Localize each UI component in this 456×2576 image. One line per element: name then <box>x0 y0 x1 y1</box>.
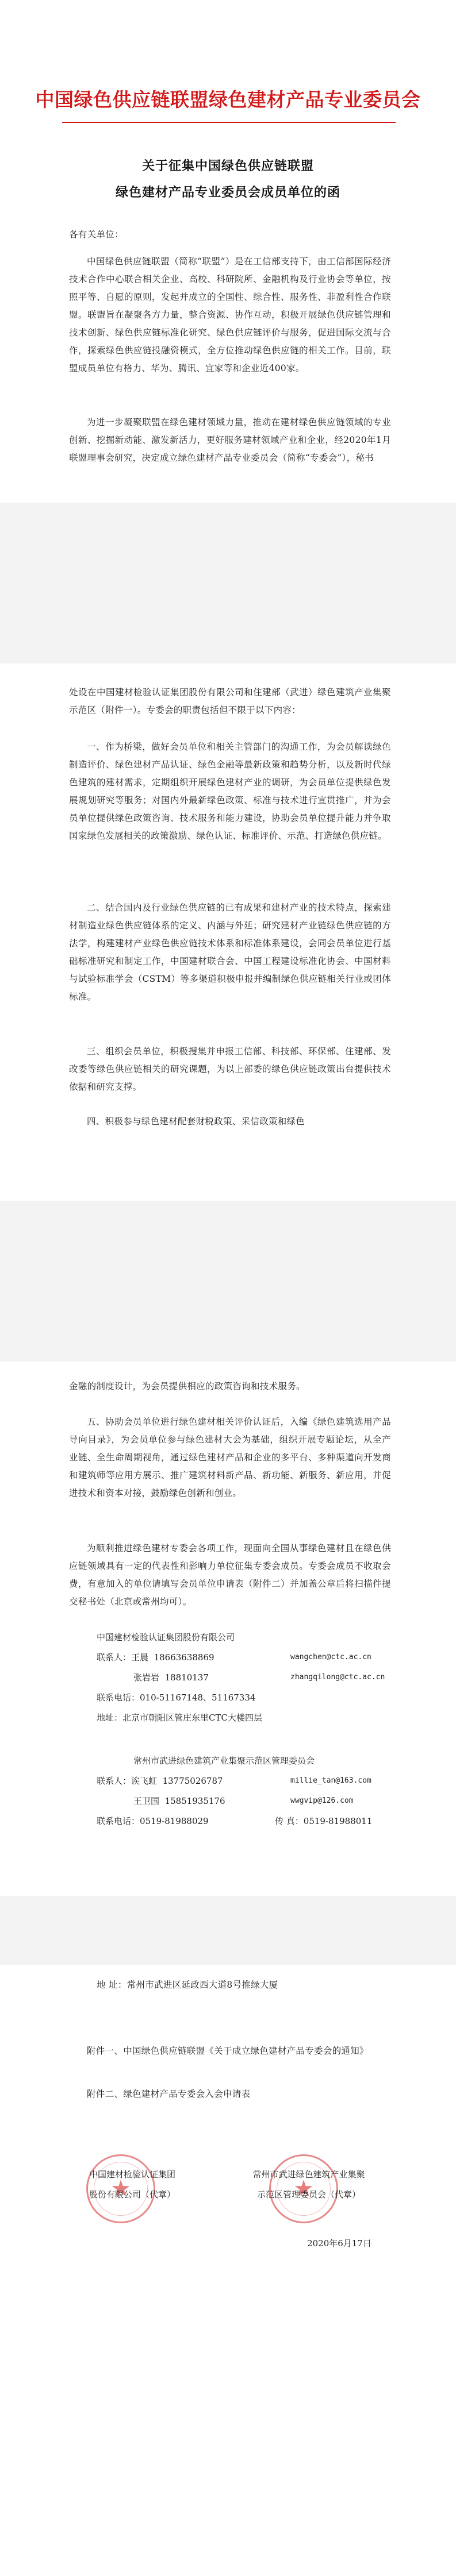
org2-tel: 0519-81988029 <box>140 1816 209 1826</box>
org1-person2: 张岩岩 <box>133 1672 160 1683</box>
page2-para4: 三、组织会员单位，积极搜集并申报工信部、科技部、环保部、住建部、发改委等绿色供应链相关的研究课题，为以上部委的绿色供应链政策出台提供技术依据和研究支撑。 <box>69 1046 391 1092</box>
committee-header: 中国绿色供应链联盟绿色建材产品专业委员会 <box>35 88 421 111</box>
page4-address: 地 址：常州市武进区延政西大道8号推绿大厦 <box>97 1980 278 1990</box>
org2-tel-label: 联系电话： <box>97 1816 140 1826</box>
doc-title-line1: 关于征集中国绿色供应链联盟 <box>141 159 314 173</box>
org2-person2: 王卫国 <box>133 1796 160 1806</box>
org1-email1: wangchen@ctc.ac.cn <box>290 1653 371 1661</box>
doc-title-line2: 绿色建材产品专业委员会成员单位的函 <box>115 185 340 200</box>
page3-para3: 为顺利推进绿色建材专委会各项工作，现面向全国从事绿色建材且在绿色供应链领域具有一定的代表性和影响力单位征集专委会成员。专委会成员不收取会费，有意加入的单位请填写会员单位申请表（附件二）并加盖公章后将扫描件提交秘书处（北京或常州均可）。 <box>69 1543 391 1607</box>
page2-para1: 处设在中国建材检验认证集团股份有限公司和住建部（武进）绿色建筑产业集聚示范区（附件一）。专委会的职责包括但不限于以下内容： <box>69 687 391 715</box>
org2-contact-label: 联系人： <box>97 1776 132 1786</box>
signer1-line2: 股份有限公司（代章） <box>89 2189 175 2200</box>
org2-email2: wwgvip@126.com <box>290 1796 354 1805</box>
org2-fax-label: 传 真： <box>275 1816 304 1826</box>
org1-tel-label: 联系电话： <box>97 1692 140 1703</box>
page-gap <box>0 503 456 664</box>
org2-email1: millie_tan@163.com <box>290 1776 371 1785</box>
page1-para1: 中国绿色供应链联盟（简称“联盟”）是在工信部支持下，由工信部国际经济技术合作中心联合相关企业、高校、科研院所、金融机构及行业协会等单位，按照平等、自愿的原则，发起并成立的全国性、综合性、服务性、非盈利性合作联盟。联盟旨在凝聚各方力量，整合资源、协作互动，积极开展绿色供应链管理和技术创新、绿色供应链标准化研究、绿色供应链评价与服务，促进国际交流与合作，探索绿色供应链投融资模式，全方位推动绿色供应链的相关工作。目前，联盟成员单位有格力、华为、腾讯、宜家等和企业近400家。 <box>69 256 391 373</box>
org2-fax: 0519-81988011 <box>303 1816 373 1826</box>
org1-phone1: 18663638869 <box>154 1652 214 1663</box>
org1-addr: 北京市朝阳区管庄东里CTC大楼四层 <box>122 1713 262 1723</box>
document-page-2 <box>0 664 456 1201</box>
page1-para2: 为进一步凝聚联盟在绿色建材领域力量，推动在建材绿色供应链领域的专业创新、挖掘新动能、激发新活力，更好服务建材领域产业和企业，经2020年1月联盟理事会研究，决定成立绿色建材产品专业委员会（简称“专委会”），秘书 <box>69 417 391 463</box>
org1-phone2: 18810137 <box>164 1672 209 1683</box>
salutation: 各有关单位： <box>69 229 124 240</box>
org1-contact-label: 联系人： <box>97 1652 132 1663</box>
page3-para1: 金融的制度设计，为会员提供相应的政策咨询和技术服务。 <box>69 1381 305 1391</box>
org1-person1: 王晨 <box>131 1652 149 1663</box>
org2-phone1: 13775026787 <box>162 1776 223 1786</box>
org2-tel-row <box>97 1813 209 1830</box>
page-gap <box>0 1896 456 1965</box>
page-gap <box>0 1201 456 1362</box>
org1-tel: 010-51167148、51167334 <box>140 1692 256 1703</box>
org2-contact-row2 <box>133 1792 225 1810</box>
signer2-line2: 示范区管理委员会（代章） <box>256 2189 361 2200</box>
org1-tel-row <box>97 1689 255 1706</box>
org2-name: 常州市武进绿色建筑产业集聚示范区管理委员会 <box>133 1756 315 1766</box>
org2-fax-row <box>275 1813 372 1830</box>
org1-contact-row1 <box>97 1649 214 1666</box>
org1-addr-row <box>97 1709 262 1726</box>
org2-phone2: 15851935176 <box>164 1796 225 1806</box>
header-rule <box>62 122 396 123</box>
page2-para5: 四、积极参与绿色建材配套财税政策、采信政策和绿色 <box>87 1116 305 1127</box>
document-page-3 <box>0 1362 456 1896</box>
org1-name: 中国建材检验认证集团股份有限公司 <box>97 1632 235 1642</box>
org2-contact-row1 <box>97 1772 223 1790</box>
document-page-1 <box>0 0 456 503</box>
org1-addr-label: 地址： <box>97 1713 123 1723</box>
org1-email2: zhangqilong@ctc.ac.cn <box>290 1673 385 1682</box>
document-date: 2020年6月17日 <box>307 2238 371 2249</box>
org2-person1: 诶飞虹 <box>131 1776 158 1786</box>
signer2-line1: 常州市武进绿色建筑产业集聚 <box>252 2169 365 2180</box>
page2-para2: 一、作为桥梁，做好会员单位和相关主管部门的沟通工作，为会员解读绿色制造评价、绿色建材产品认证、绿色金融等最新政策和趋势分析，以及新时代绿色建筑的建材需求，定期组织开展绿色建材产业的调研，为会员单位提供绿色发展规划研究等服务；对国内外最新绿色政策、标准与技术进行宣贯推广，并为会员单位提供绿色政策咨询、技术服务和能力建设，协助会员单位提升能力并争取国家绿色发展相关的政策激励、绿色认证、标准评价、示范、打造绿色供应链。 <box>69 742 391 841</box>
signer1-line1: 中国建材检验认证集团 <box>89 2169 175 2180</box>
page2-para3: 二、结合国内及行业绿色供应链的已有成果和建材产业的技术特点，探索建材制造业绿色供应链体系的定义、内涵与外延；研究建材产业链绿色供应链的方法学，构建建材产业绿色供应链技术体系和标准体系建设，会同会员单位进行基础标准研究和制定工作，中国建材联合会、中国工程建设标准化协会、中国材料与试验标准学会（CSTM）等多渠道积极申报并编制绿色供应链相关行业或团体标准。 <box>69 903 391 1002</box>
page3-para2: 五、协助会员单位进行绿色建材相关评价认证后，入编《绿色建筑选用产品导向目录》，为会员单位参与绿色建材大会为基础，组织开展专题论坛，从全产业链、全生命周期视角，通过绿色建材产品和企业的多平台、多种渠道向开发商和建筑师等应用方展示、推广建筑材料新产品、新功能、新服务、新应用，并促进技术和资本对接，鼓励绿色创新和创业。 <box>69 1417 391 1498</box>
org1-contact-row2 <box>133 1669 209 1686</box>
document-page-4 <box>0 1965 456 2576</box>
attachment-1: 附件一、中国绿色供应链联盟《关于成立绿色建材产品专委会的通知》 <box>87 2046 369 2056</box>
attachment-2: 附件二、绿色建材产品专委会入会申请表 <box>87 2089 251 2099</box>
